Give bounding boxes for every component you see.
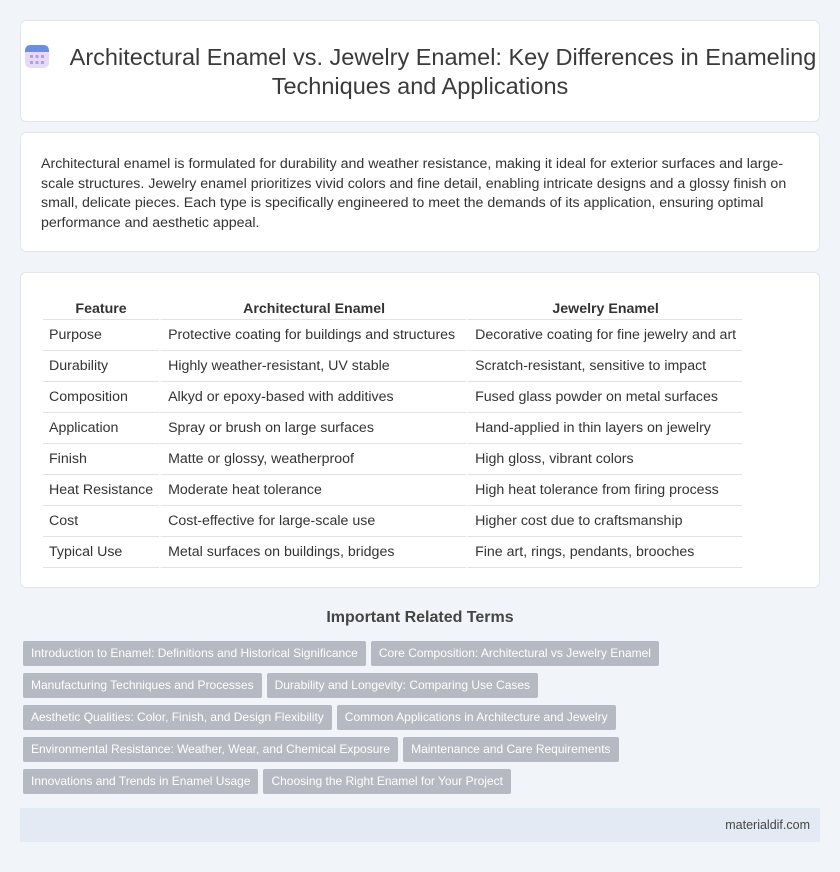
footer-site-link[interactable]: materialdif.com xyxy=(725,818,810,832)
comparison-table xyxy=(43,295,742,568)
related-term-tag[interactable]: Environmental Resistance: Weather, Wear, and Chemical Exposure xyxy=(23,737,398,762)
related-term-tag[interactable]: Aesthetic Qualities: Color, Finish, and Design Flexibility xyxy=(23,705,332,730)
table-cell-architectural: Moderate heat tolerance xyxy=(159,475,466,506)
table-cell-feature: Purpose xyxy=(43,320,159,351)
related-term-tag[interactable]: Maintenance and Care Requirements xyxy=(403,737,618,762)
table-cell-architectural: Spray or brush on large surfaces xyxy=(159,413,466,444)
table-cell-jewelry: Higher cost due to craftsmanship xyxy=(466,506,742,537)
table-cell-feature: Composition xyxy=(43,382,159,413)
related-terms-list xyxy=(23,641,723,801)
table-cell-feature: Cost xyxy=(43,506,159,537)
intro-paragraph: Architectural enamel is formulated for durability and weather resistance, making it ideal for exterior surfaces and large-scale structures. Jewelry enamel prioritizes vivid colors and fine detail, enabling intricate designs and a glossy finish on small, delicate pieces. Each type is specifically engineered to meet the demands of its application, ensuring optimal performance and aesthetic appeal. xyxy=(41,156,787,231)
table-cell-architectural: Highly weather-resistant, UV stable xyxy=(159,351,466,382)
related-terms-title: Important Related Terms xyxy=(326,609,514,626)
table-cell-jewelry: Scratch-resistant, sensitive to impact xyxy=(466,351,742,382)
intro-card xyxy=(20,132,820,252)
table-cell-jewelry: Fine art, rings, pendants, brooches xyxy=(466,537,742,568)
header-feature: Feature xyxy=(43,295,159,320)
table-row xyxy=(43,320,742,351)
related-term-tag[interactable]: Manufacturing Techniques and Processes xyxy=(23,673,262,698)
page-title-text: Architectural Enamel vs. Jewelry Enamel: Key Differences in Enameling Techniques and Applications xyxy=(69,44,817,99)
table-cell-architectural: Protective coating for buildings and structures xyxy=(159,320,466,351)
table-cell-feature: Heat Resistance xyxy=(43,475,159,506)
calendar-icon xyxy=(24,43,50,69)
table-row xyxy=(43,475,742,506)
related-term-tag[interactable]: Core Composition: Architectural vs Jewelry Enamel xyxy=(371,641,659,666)
header-card xyxy=(20,20,820,122)
header-jewelry: Jewelry Enamel xyxy=(466,295,742,320)
related-term-tag[interactable]: Durability and Longevity: Comparing Use Cases xyxy=(267,673,538,698)
header-architectural: Architectural Enamel xyxy=(159,295,466,320)
tag-row xyxy=(23,641,723,673)
related-term-tag[interactable]: Innovations and Trends in Enamel Usage xyxy=(23,769,258,794)
table-row xyxy=(43,382,742,413)
table-cell-architectural: Matte or glossy, weatherproof xyxy=(159,444,466,475)
table-cell-architectural: Alkyd or epoxy-based with additives xyxy=(159,382,466,413)
footer xyxy=(20,808,820,842)
table-row xyxy=(43,351,742,382)
tag-row xyxy=(23,705,723,737)
table-cell-jewelry: Fused glass powder on metal surfaces xyxy=(466,382,742,413)
table-cell-feature: Application xyxy=(43,413,159,444)
table-row xyxy=(43,537,742,568)
table-row xyxy=(43,506,742,537)
related-term-tag[interactable]: Choosing the Right Enamel for Your Project xyxy=(263,769,510,794)
table-header-row xyxy=(43,295,742,320)
comparison-card xyxy=(20,272,820,588)
related-term-tag[interactable]: Common Applications in Architecture and Jewelry xyxy=(337,705,616,730)
tag-row xyxy=(23,737,723,769)
table-cell-feature: Finish xyxy=(43,444,159,475)
tag-row xyxy=(23,769,723,801)
table-cell-feature: Typical Use xyxy=(43,537,159,568)
table-row xyxy=(43,444,742,475)
table-cell-feature: Durability xyxy=(43,351,159,382)
table-cell-architectural: Metal surfaces on buildings, bridges xyxy=(159,537,466,568)
table-row xyxy=(43,413,742,444)
page-title xyxy=(21,43,819,101)
table-cell-jewelry: Hand-applied in thin layers on jewelry xyxy=(466,413,742,444)
table-cell-jewelry: High gloss, vibrant colors xyxy=(466,444,742,475)
table-cell-jewelry: Decorative coating for fine jewelry and art xyxy=(466,320,742,351)
table-cell-architectural: Cost-effective for large-scale use xyxy=(159,506,466,537)
related-term-tag[interactable]: Introduction to Enamel: Definitions and Historical Significance xyxy=(23,641,366,666)
tag-row xyxy=(23,673,723,705)
table-cell-jewelry: High heat tolerance from firing process xyxy=(466,475,742,506)
